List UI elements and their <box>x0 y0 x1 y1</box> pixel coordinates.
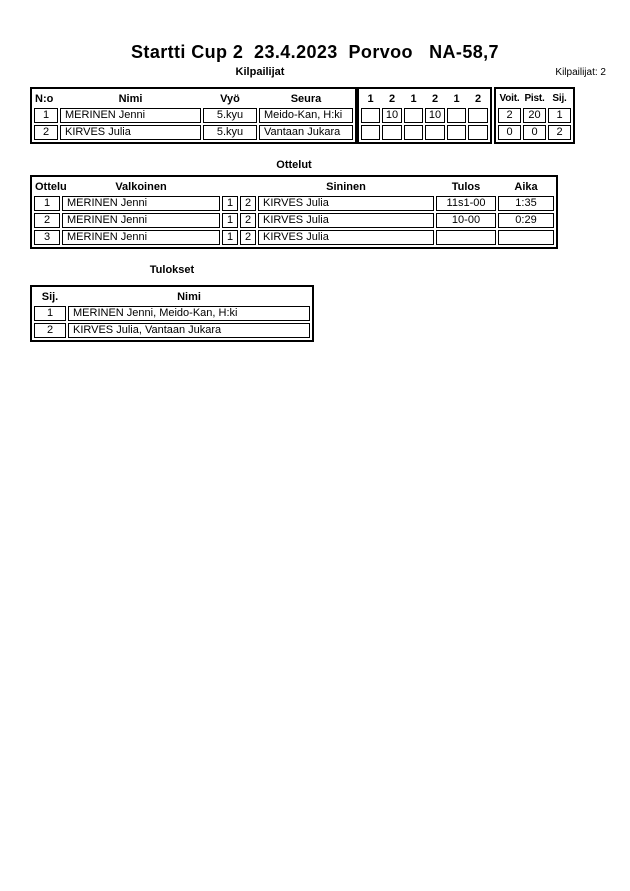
header-point-3: 1 <box>410 92 417 105</box>
cell-match-no: 1 <box>34 196 60 211</box>
results-header-row <box>34 289 310 304</box>
result-row <box>34 323 310 338</box>
cell-wins: 0 <box>498 125 521 140</box>
competitor-row <box>34 108 353 123</box>
header-club: Seura <box>290 92 322 105</box>
cell-score <box>447 125 466 140</box>
cell-score: 10 <box>382 108 402 123</box>
header-match: Ottelu <box>35 180 67 193</box>
cell-blue-name: KIRVES Julia <box>258 230 434 245</box>
header-white-no-spacer <box>222 179 238 194</box>
header-place: Sij. <box>552 93 567 104</box>
competitors-heading: Kilpailijat <box>235 66 285 78</box>
cell-time: 0:29 <box>498 213 554 228</box>
cell-score: 10 <box>425 108 445 123</box>
cell-blue-no: 2 <box>240 230 256 245</box>
header-wins: Voit. <box>499 93 520 104</box>
match-row <box>34 230 554 245</box>
results-table <box>30 285 314 342</box>
cell-time <box>498 230 554 245</box>
cell-score <box>382 125 402 140</box>
cell-place: 1 <box>34 306 66 321</box>
cell-match-no: 2 <box>34 213 60 228</box>
cell-points: 20 <box>523 108 546 123</box>
standings-table <box>494 87 575 144</box>
header-name: Nimi <box>118 92 143 105</box>
standings-row <box>498 125 571 140</box>
cell-competitor-no: 1 <box>34 108 58 123</box>
cell-score <box>425 125 445 140</box>
cell-competitor-no: 2 <box>34 125 58 140</box>
cell-competitor-club: Vantaan Jukara <box>259 125 353 140</box>
standings-row <box>498 108 571 123</box>
header-no: N:o <box>35 92 54 105</box>
competitors-count: Kilpailijat: 2 <box>555 67 606 78</box>
competitors-section <box>30 87 575 144</box>
header-place: Sij. <box>41 290 59 303</box>
standings-header-row <box>498 91 571 106</box>
cell-score <box>404 108 423 123</box>
cell-competitor-club: Meido-Kan, H:ki <box>259 108 353 123</box>
header-points: Pist. <box>524 93 545 104</box>
cell-white-no: 1 <box>222 230 238 245</box>
cell-score <box>361 108 380 123</box>
match-points-header-row <box>361 91 488 106</box>
cell-score <box>361 125 380 140</box>
header-point-2: 2 <box>388 92 396 105</box>
cell-place: 1 <box>548 108 571 123</box>
cell-match-no: 3 <box>34 230 60 245</box>
cell-score <box>468 108 488 123</box>
cell-result: 10-00 <box>436 213 496 228</box>
matches-table <box>30 175 558 249</box>
match-row <box>34 196 554 211</box>
header-blue: Sininen <box>326 180 366 193</box>
matches-header-row <box>34 179 554 194</box>
cell-white-name: MERINEN Jenni <box>62 196 220 211</box>
cell-blue-no: 2 <box>240 196 256 211</box>
cell-competitor-name: MERINEN Jenni <box>60 108 201 123</box>
cell-competitor-belt: 5.kyu <box>203 125 257 140</box>
match-row <box>34 213 554 228</box>
cell-competitor-belt: 5.kyu <box>203 108 257 123</box>
cell-score <box>447 108 466 123</box>
cell-white-name: MERINEN Jenni <box>62 230 220 245</box>
cell-score <box>404 125 423 140</box>
cell-blue-name: KIRVES Julia <box>258 213 434 228</box>
cell-result <box>436 230 496 245</box>
header-white: Valkoinen <box>115 180 167 193</box>
score-row <box>361 108 488 123</box>
score-row <box>361 125 488 140</box>
header-blue-no-spacer <box>240 179 256 194</box>
cell-white-no: 1 <box>222 213 238 228</box>
page-title: Startti Cup 2 23.4.2023 Porvoo NA-58,7 <box>131 42 499 62</box>
cell-blue-name: KIRVES Julia <box>258 196 434 211</box>
result-row <box>34 306 310 321</box>
header-point-4: 2 <box>431 92 439 105</box>
cell-score <box>468 125 488 140</box>
cell-competitor-name: KIRVES Julia <box>60 125 201 140</box>
header-point-6: 2 <box>474 92 482 105</box>
header-result: Tulos <box>451 180 481 193</box>
cell-name: MERINEN Jenni, Meido-Kan, H:ki <box>68 306 310 321</box>
header-name: Nimi <box>177 290 201 303</box>
matches-section <box>30 175 558 249</box>
cell-white-name: MERINEN Jenni <box>62 213 220 228</box>
header-belt: Vyö <box>220 92 240 105</box>
results-section <box>30 285 314 342</box>
competitors-header-row <box>34 91 353 106</box>
results-heading: Tulokset <box>149 264 195 276</box>
cell-points: 0 <box>523 125 546 140</box>
cell-name: KIRVES Julia, Vantaan Jukara <box>68 323 310 338</box>
header-time: Aika <box>514 180 538 193</box>
cell-white-no: 1 <box>222 196 238 211</box>
matches-heading: Ottelut <box>276 159 312 171</box>
cell-wins: 2 <box>498 108 521 123</box>
header-point-5: 1 <box>453 92 460 105</box>
cell-blue-no: 2 <box>240 213 256 228</box>
competitor-row <box>34 125 353 140</box>
cell-place: 2 <box>34 323 66 338</box>
competitors-table <box>30 87 357 144</box>
cell-time: 1:35 <box>498 196 554 211</box>
cell-place: 2 <box>548 125 571 140</box>
match-points-table <box>357 87 492 144</box>
cell-result: 11s1-00 <box>436 196 496 211</box>
header-point-1: 1 <box>367 92 374 105</box>
